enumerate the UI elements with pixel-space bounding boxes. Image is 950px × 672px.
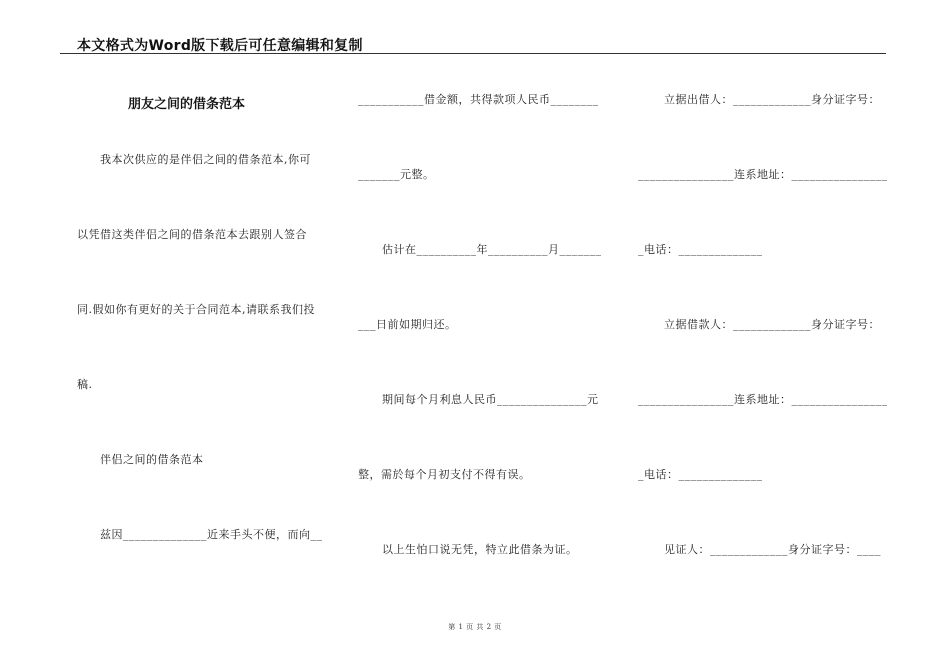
column1-line-1: 我本次供应的是伴侣之间的借条范本,你可 xyxy=(100,153,311,166)
header-divider xyxy=(60,53,886,54)
column1-line-4: 稿. xyxy=(77,378,93,391)
document-title: 朋友之间的借条范本 xyxy=(128,97,246,112)
column1-line-6: 兹因______________近来手头不便，而向__ xyxy=(100,528,323,541)
column3-borrower-address: ________________连系地址：________________ xyxy=(638,393,888,406)
column3-lender-line: 立据出借人：_____________身分证字号： xyxy=(664,93,880,106)
column3-borrower-phone: _电话：______________ xyxy=(638,468,763,481)
column1-subheading: 伴侣之间的借条范本 xyxy=(100,453,204,466)
column1-line-2: 以凭借这类伴侣之间的借条范本去跟别人签合 xyxy=(77,228,307,241)
column3-lender-address: ________________连系地址：________________ xyxy=(638,168,888,181)
page-number: 第 1 页 共 2 页 xyxy=(448,623,502,631)
column2-line-3: 估计在__________年__________月_______ xyxy=(382,243,602,256)
column2-line-4: ___日前如期归还。 xyxy=(358,318,457,331)
column2-line-5: 期间每个月利息人民币_______________元 xyxy=(382,393,599,406)
column2-line-2: _______元整。 xyxy=(358,168,435,181)
column2-line-1: ___________借金额，共得款项人民币________ xyxy=(358,93,599,106)
column2-line-7: 以上生怕口说无凭，特立此借条为证。 xyxy=(382,543,578,556)
column3-lender-phone: _电话：______________ xyxy=(638,243,763,256)
column1-line-3: 同.假如你有更好的关于合同范本,请联系我们投 xyxy=(77,303,315,316)
column3-witness-line: 见证人：_____________身分证字号：____ xyxy=(664,543,881,556)
header-title: 本文格式为Word版下载后可任意编辑和复制 xyxy=(77,38,363,54)
column3-borrower-line: 立据借款人：_____________身分证字号： xyxy=(664,318,880,331)
column2-line-6: 整，需於每个月初支付不得有误。 xyxy=(358,468,531,481)
